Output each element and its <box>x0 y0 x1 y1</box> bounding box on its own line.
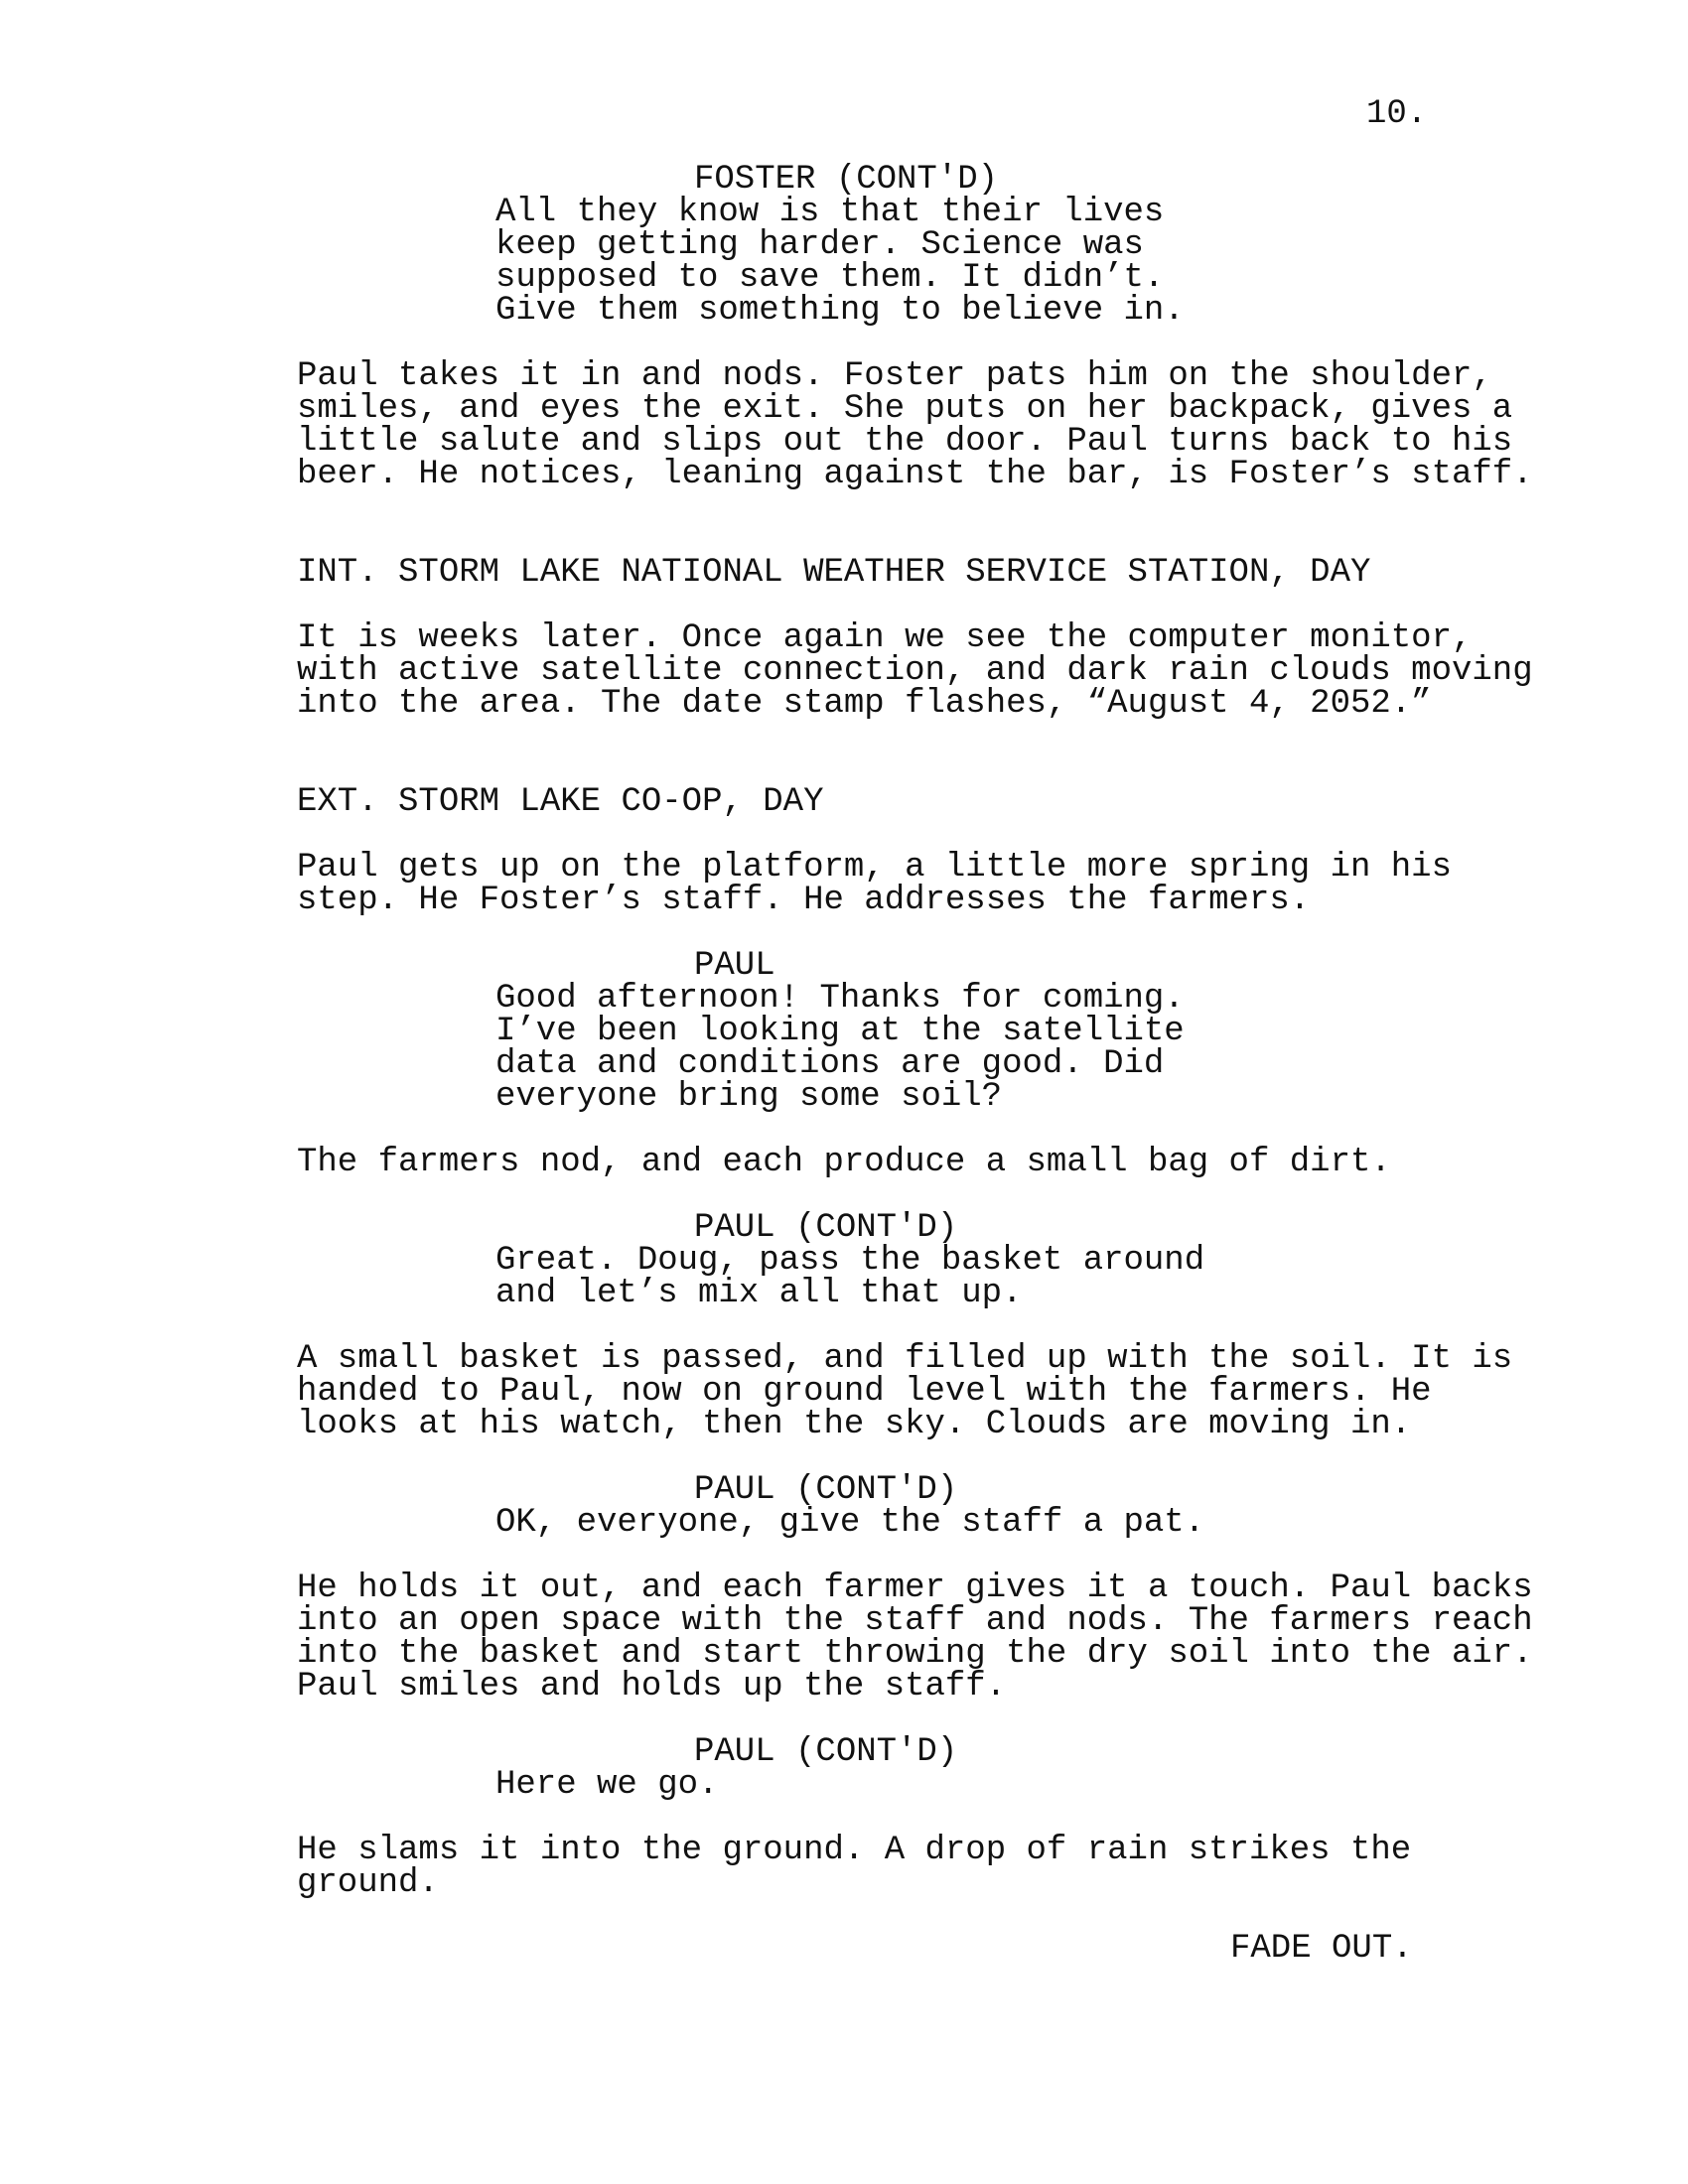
scene-heading: INT. STORM LAKE NATIONAL WEATHER SERVICE STATION, DAY <box>297 554 1371 592</box>
scene-heading: EXT. STORM LAKE CO-OP, DAY <box>297 783 824 821</box>
action-line: into the area. The date stamp flashes, “August 4, 2052.” <box>297 685 1432 723</box>
dialogue-line: supposed to save them. It didn’t. <box>495 259 1165 297</box>
action-line: Paul gets up on the platform, a little more spring in his <box>297 849 1452 887</box>
action-line: little salute and slips out the door. Paul turns back to his <box>297 423 1513 461</box>
character-cue: PAUL (CONT'D) <box>694 1733 958 1771</box>
dialogue-line: I’ve been looking at the satellite <box>495 1013 1185 1050</box>
action-line: It is weeks later. Once again we see the computer monitor, <box>297 619 1473 657</box>
action-line: with active satellite connection, and dark rain clouds moving <box>297 652 1533 690</box>
action-line: He slams it into the ground. A drop of rain strikes the <box>297 1832 1412 1869</box>
character-cue: PAUL <box>694 947 775 985</box>
action-line: Paul smiles and holds up the staff. <box>297 1668 1007 1706</box>
dialogue-line: keep getting harder. Science was <box>495 226 1144 264</box>
action-line: beer. He notices, leaning against the bar, is Foster’s staff. <box>297 456 1533 493</box>
dialogue-line: everyone bring some soil? <box>495 1078 1003 1116</box>
action-line: smiles, and eyes the exit. She puts on her backpack, gives a <box>297 390 1513 428</box>
action-line: Paul takes it in and nods. Foster pats him on the shoulder, <box>297 357 1492 395</box>
dialogue-line: All they know is that their lives <box>495 194 1165 231</box>
dialogue-line: and let’s mix all that up. <box>495 1275 1023 1312</box>
dialogue-line: Good afternoon! Thanks for coming. <box>495 980 1185 1018</box>
dialogue-line: data and conditions are good. Did <box>495 1045 1165 1083</box>
action-line: He holds it out, and each farmer gives it a touch. Paul backs <box>297 1570 1533 1607</box>
transition: FADE OUT. <box>1230 1930 1413 1968</box>
action-line: The farmers nod, and each produce a small bag of dirt. <box>297 1144 1391 1181</box>
action-line: step. He Foster’s staff. He addresses the farmers. <box>297 882 1311 919</box>
dialogue-line: Great. Doug, pass the basket around <box>495 1242 1205 1280</box>
action-line: into an open space with the staff and nods. The farmers reach <box>297 1602 1533 1640</box>
action-line: A small basket is passed, and filled up with the soil. It is <box>297 1340 1513 1378</box>
action-line: ground. <box>297 1864 439 1902</box>
action-line: looks at his watch, then the sky. Clouds are moving in. <box>297 1406 1412 1443</box>
page-number: 10. <box>1366 95 1428 133</box>
action-line: into the basket and start throwing the dry soil into the air. <box>297 1635 1533 1673</box>
character-cue: FOSTER (CONT'D) <box>694 161 999 199</box>
dialogue-line: OK, everyone, give the staff a pat. <box>495 1504 1205 1542</box>
character-cue: PAUL (CONT'D) <box>694 1471 958 1509</box>
dialogue-line: Here we go. <box>495 1766 719 1804</box>
character-cue: PAUL (CONT'D) <box>694 1209 958 1247</box>
action-line: handed to Paul, now on ground level with the farmers. He <box>297 1373 1432 1411</box>
dialogue-line: Give them something to believe in. <box>495 292 1185 330</box>
